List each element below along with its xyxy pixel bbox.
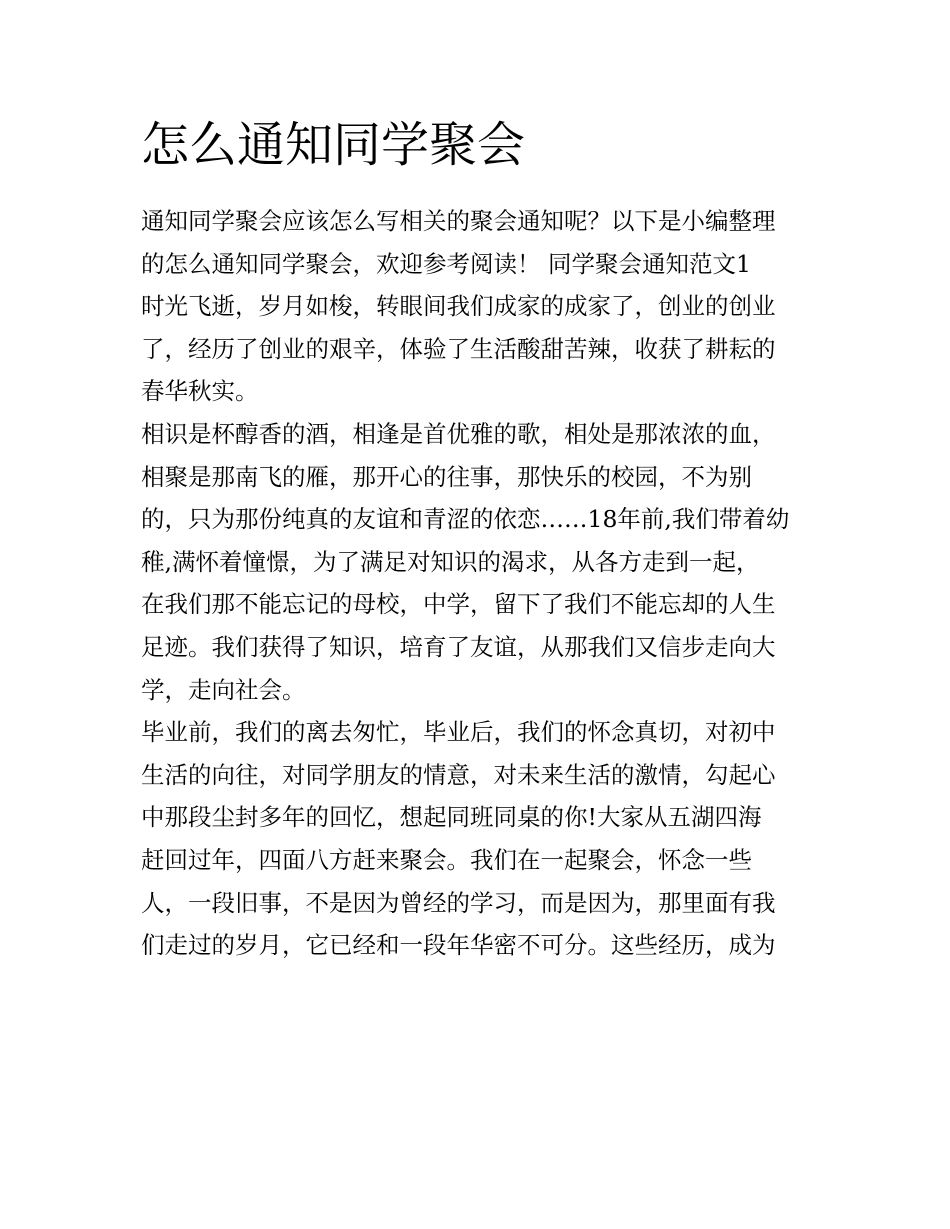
text-line: 人，一段旧事，不是因为曾经的学习，而是因为，那里面有我 [141,888,776,917]
text-line: 中那段尘封多年的回忆，想起同班同桌的你!大家从五湖四海 [141,803,762,832]
text-line: 了，经历了创业的艰辛，体验了生活酸甜苦辣，收获了耕耘的 [141,334,776,363]
text-line: 相聚是那南飞的雁，那开心的往事，那快乐的校园，不为别 [141,462,752,491]
text-line: 春华秋实。 [141,377,259,406]
text-line: 们走过的岁月，它已经和一段年华密不可分。这些经历，成为 [141,931,776,960]
text-line: 毕业前，我们的离去匆忙，毕业后，我们的怀念真切，对初中 [141,718,776,747]
paragraph-2 [141,413,821,711]
text-line: 相识是杯醇香的酒，相逢是首优雅的歌，相处是那浓浓的血， [141,419,776,448]
text-line: 学，走向社会。 [141,675,306,704]
text-line: 时光飞逝，岁月如梭，转眼间我们成家的成家了，创业的创业 [141,292,776,321]
text-line: 的怎么通知同学聚会，欢迎参考阅读！ 同学聚会通知范文1 [141,249,751,278]
text-line: 稚,满怀着憧憬，为了满足对知识的渴求，从各方走到一起， [141,547,760,576]
paragraph-3 [141,711,821,967]
page-title: 怎么通知同学聚会 [141,117,526,173]
text-line: 赶回过年，四面八方赶来聚会。我们在一起聚会，怀念一些 [141,845,752,874]
text-line: 通知同学聚会应该怎么写相关的聚会通知呢？以下是小编整理 [141,207,776,235]
paragraph-1 [141,200,821,413]
text-line: 的，只为那份纯真的友谊和青涩的依恋……18年前,我们带着幼 [141,505,790,534]
text-line: 足迹。我们获得了知识，培育了友谊，从那我们又信步走向大 [141,632,776,661]
document-body [141,200,821,967]
text-line: 在我们那不能忘记的母校，中学，留下了我们不能忘却的人生 [141,590,776,619]
text-line: 生活的向往，对同学朋友的情意，对未来生活的激情，勾起心 [141,760,776,789]
